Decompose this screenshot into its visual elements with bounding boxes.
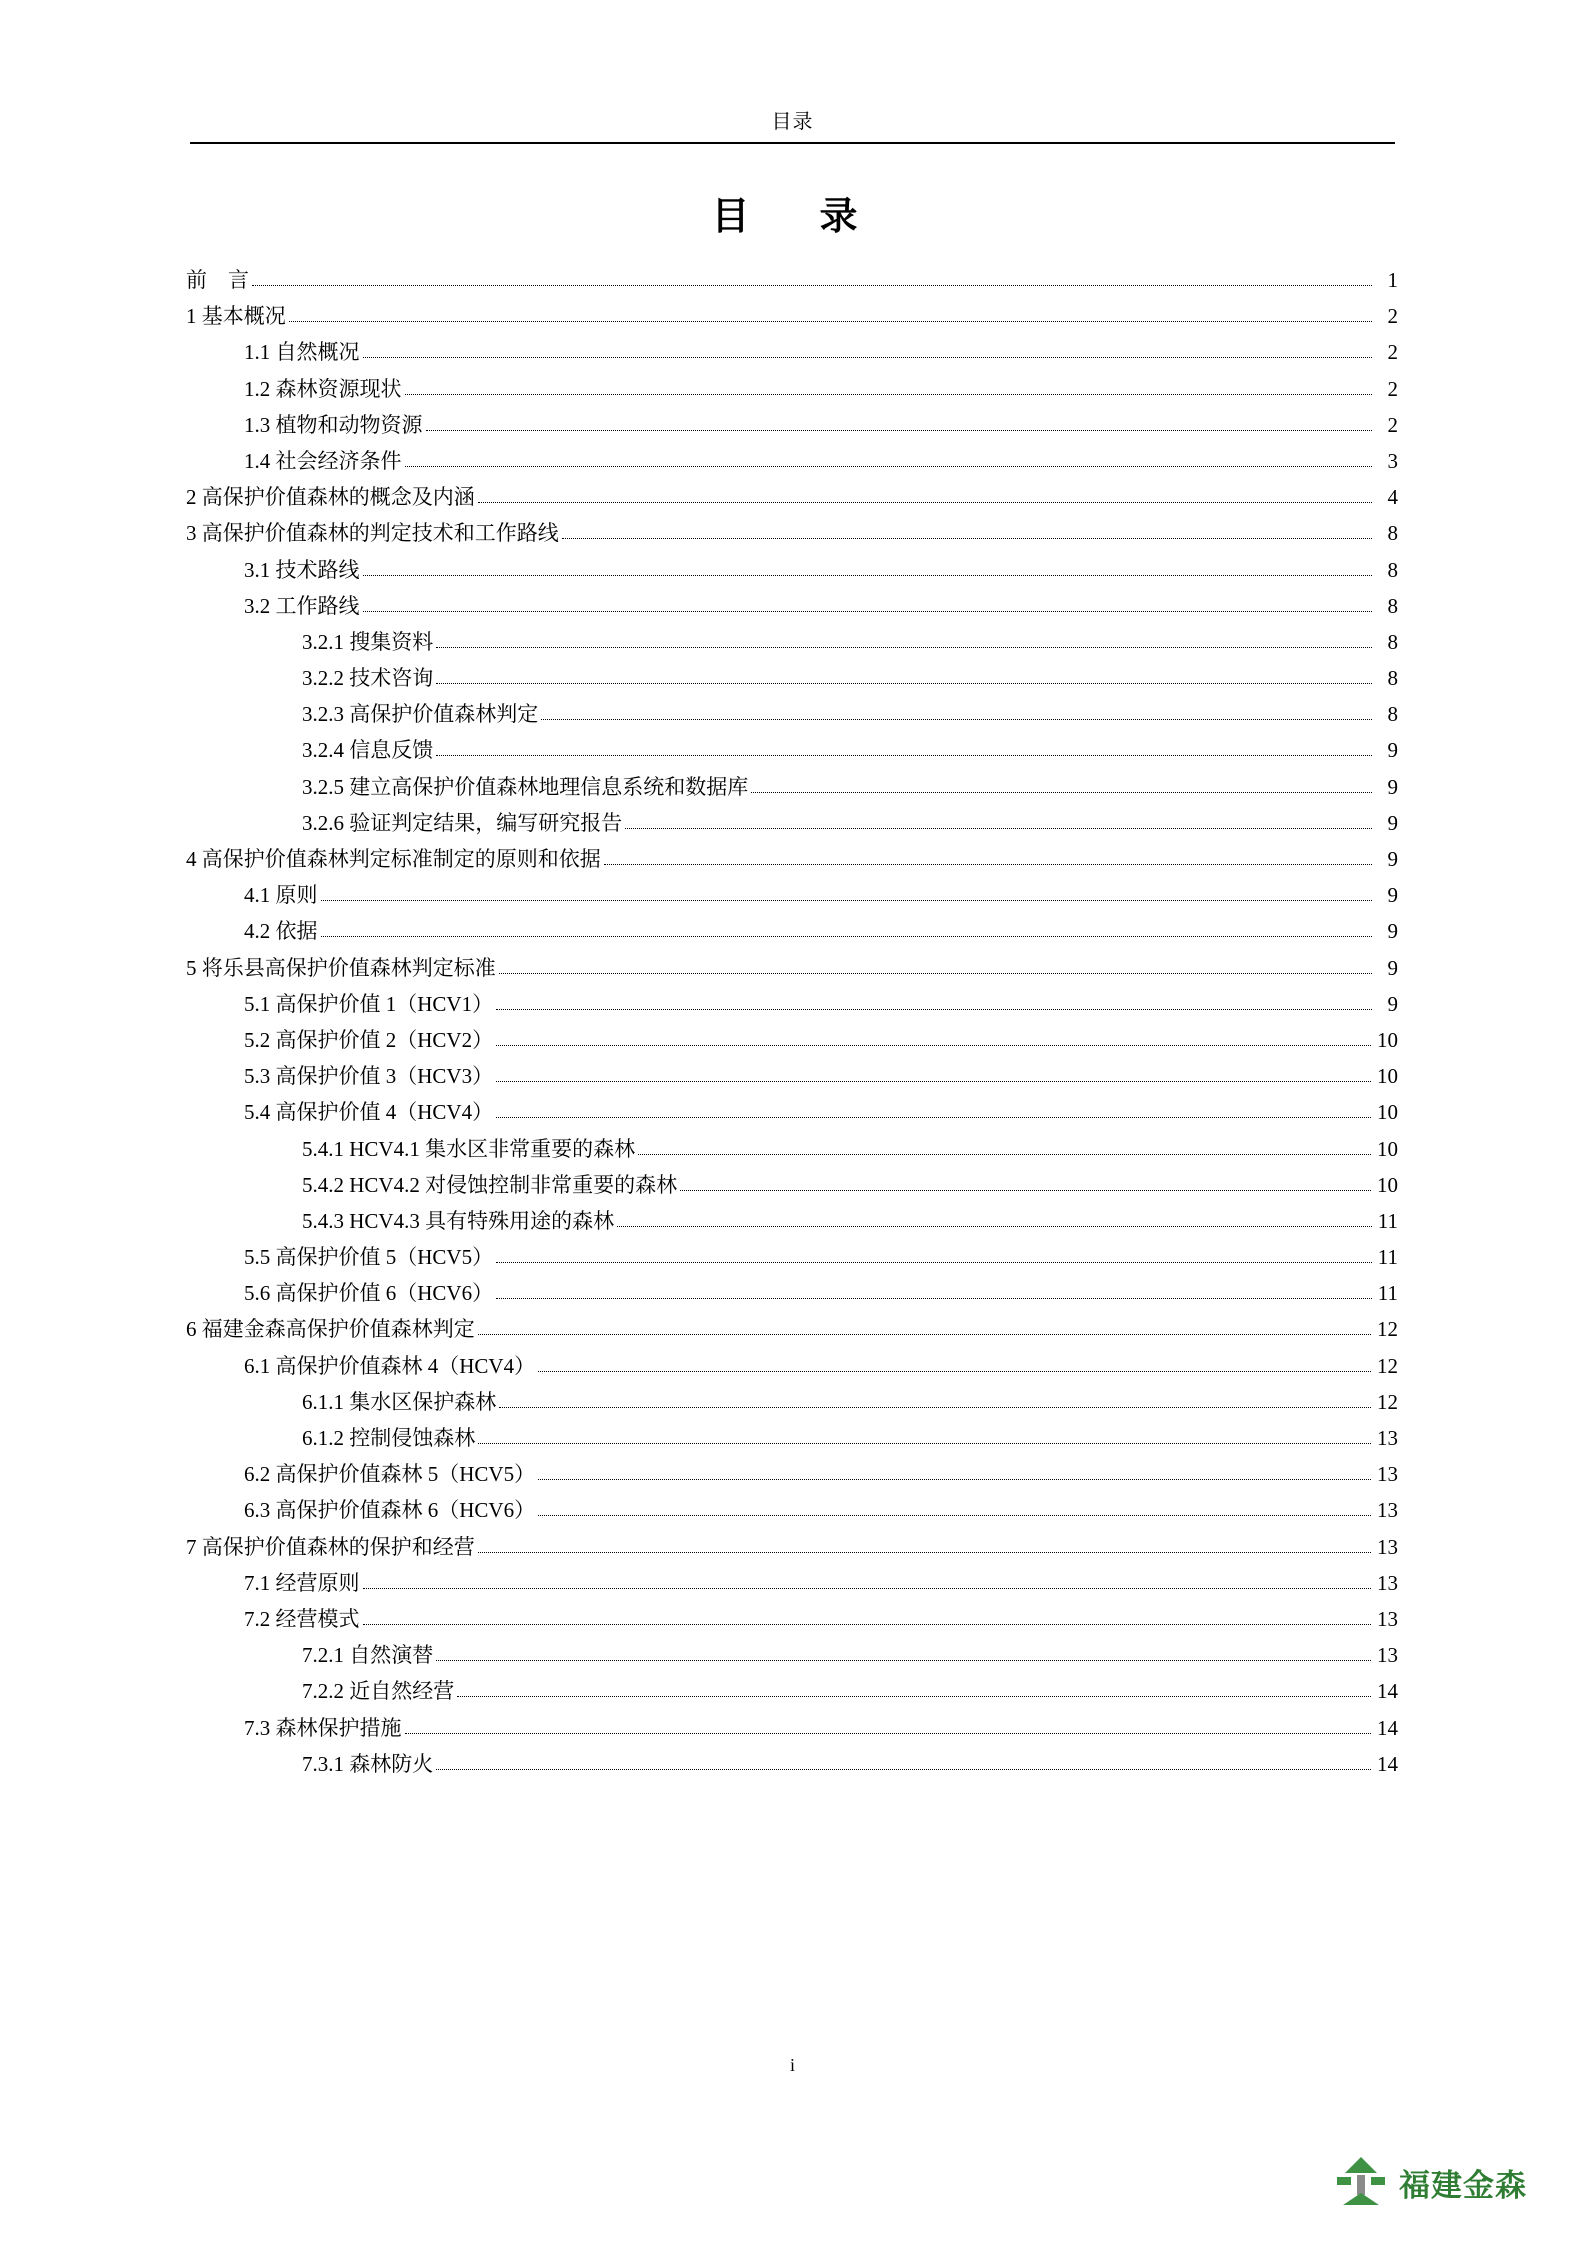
toc-entry-page: 10: [1377, 1100, 1398, 1125]
toc-entry[interactable]: [244, 412, 1398, 437]
toc-leader-dots: [321, 935, 1373, 937]
toc-entry-label: 6.2 高保护价值森林 5（HCV5）: [244, 1462, 536, 1487]
toc-entry-label: 1 基本概况: [186, 304, 286, 329]
toc-leader-dots: [436, 646, 1372, 648]
toc-entry-page: 14: [1377, 1751, 1398, 1776]
toc-entry-label: 5 将乐县高保护价值森林判定标准: [186, 955, 496, 980]
toc-entry-page: 2: [1387, 376, 1398, 401]
toc-entry[interactable]: [186, 955, 1398, 980]
toc-leader-dots: [496, 1116, 1371, 1118]
toc-entry-label: 3.2.6 验证判定结果，编写研究报告: [302, 810, 623, 835]
toc-entry-page: 8: [1387, 702, 1398, 727]
toc-leader-dots: [363, 574, 1373, 576]
toc-entry[interactable]: [244, 1027, 1398, 1052]
toc-entry-label: 6.1 高保护价值森林 4（HCV4）: [244, 1353, 536, 1378]
toc-entry-page: 13: [1377, 1462, 1398, 1487]
toc-entry-label: 前 言: [186, 268, 249, 292]
toc-entry[interactable]: [302, 810, 1398, 835]
toc-entry-label: 3.2.1 搜集资料: [302, 629, 434, 654]
toc-entry-page: 11: [1377, 1281, 1398, 1306]
toc-entry[interactable]: [244, 991, 1398, 1016]
toc-entry-label: 7.2 经营模式: [244, 1606, 360, 1631]
toc-entry-label: 4.2 依据: [244, 919, 318, 944]
toc-leader-dots: [604, 863, 1372, 865]
toc-entry-page: 8: [1387, 593, 1398, 618]
toc-entry[interactable]: [244, 1570, 1398, 1595]
toc-entry[interactable]: [186, 849, 1398, 870]
toc-entry-page: 1: [1387, 268, 1398, 292]
toc-entry-page: 12: [1377, 1389, 1398, 1414]
toc-entry-page: 10: [1377, 1136, 1398, 1161]
toc-entry-page: 11: [1377, 1208, 1398, 1233]
toc-entry-page: 8: [1387, 629, 1398, 654]
company-logo: [1333, 2155, 1527, 2209]
toc-entry-label: 3.2.4 信息反馈: [302, 738, 434, 763]
tree-logo-icon: [1333, 2155, 1389, 2209]
toc-leader-dots: [363, 610, 1373, 612]
toc-entry[interactable]: [302, 629, 1398, 654]
toc-entry-page: 2: [1387, 412, 1398, 437]
toc-entry[interactable]: [244, 593, 1398, 618]
toc-entry[interactable]: [244, 1283, 1398, 1304]
toc-leader-dots: [405, 465, 1373, 467]
toc-entry-label: 6.1.1 集水区保护森林: [302, 1389, 497, 1414]
toc-leader-dots: [363, 1587, 1372, 1589]
toc-entry-label: 3.1 技术路线: [244, 557, 360, 582]
toc-entry[interactable]: [186, 487, 1398, 508]
toc-entry-page: 10: [1377, 1027, 1398, 1052]
toc-entry[interactable]: [244, 376, 1398, 401]
toc-leader-dots: [436, 1768, 1371, 1770]
toc-leader-dots: [363, 1623, 1372, 1625]
toc-entry-page: 9: [1387, 883, 1398, 908]
toc-entry-label: 6 福建金森高保护价值森林判定: [186, 1317, 475, 1342]
toc-entry-page: 14: [1377, 1715, 1398, 1740]
toc-entry-page: 9: [1387, 955, 1398, 980]
toc-entry[interactable]: [244, 342, 1398, 363]
toc-entry-label: 5.2 高保护价值 2（HCV2）: [244, 1027, 494, 1052]
toc-leader-dots: [252, 284, 1372, 286]
toc-leader-dots: [496, 1297, 1372, 1299]
toc-entry-label: 1.1 自然概况: [244, 340, 360, 365]
toc-entry[interactable]: [244, 885, 1398, 906]
toc-leader-dots: [363, 356, 1373, 358]
toc-entry-page: 9: [1387, 774, 1398, 799]
toc-entry-label: 5.4 高保护价值 4（HCV4）: [244, 1100, 494, 1125]
toc-entry-label: 6.1.2 控制侵蚀森林: [302, 1426, 476, 1450]
toc-entry-page: 9: [1387, 991, 1398, 1016]
toc-entry-page: 3: [1387, 448, 1398, 473]
toc-entry-label: 5.1 高保护价值 1（HCV1）: [244, 991, 494, 1016]
toc-entry-label: 3.2.3 高保护价值森林判定: [302, 702, 539, 727]
toc-leader-dots: [478, 1442, 1371, 1444]
toc-leader-dots: [289, 320, 1372, 322]
toc-entry-label: 5.4.3 HCV4.3 具有特殊用途的森林: [302, 1208, 615, 1233]
toc-leader-dots: [478, 501, 1372, 503]
toc-leader-dots: [541, 718, 1372, 720]
toc-entry-label: 5.4.2 HCV4.2 对侵蚀控制非常重要的森林: [302, 1172, 678, 1197]
toc-leader-dots: [538, 1514, 1371, 1516]
toc-entry-page: 13: [1377, 1534, 1398, 1559]
toc-leader-dots: [405, 1732, 1372, 1734]
toc-entry[interactable]: [244, 921, 1398, 942]
toc-entry-page: 12: [1377, 1317, 1398, 1342]
toc-entry-label: 7.3.1 森林防火: [302, 1751, 434, 1776]
toc-entry-page: 10: [1377, 1172, 1398, 1197]
toc-leader-dots: [499, 972, 1372, 974]
toc-entry-label: 5.3 高保护价值 3（HCV3）: [244, 1064, 494, 1089]
company-name: 福建金森: [1399, 2167, 1527, 2203]
toc-entry-label: 7.2.1 自然演替: [302, 1643, 434, 1668]
toc-entry[interactable]: [302, 1428, 1398, 1449]
toc-leader-dots: [405, 393, 1373, 395]
toc-leader-dots: [538, 1478, 1371, 1480]
toc-entry-page: 13: [1377, 1498, 1398, 1523]
toc-leader-dots: [638, 1153, 1371, 1155]
toc-entry[interactable]: [302, 740, 1398, 761]
toc-entry[interactable]: [244, 1353, 1398, 1378]
toc-entry-label: 6.3 高保护价值森林 6（HCV6）: [244, 1498, 536, 1523]
toc-entry[interactable]: [186, 306, 1398, 327]
toc-entry-page: 8: [1387, 521, 1398, 546]
toc-entry-label: 2 高保护价值森林的概念及内涵: [186, 485, 475, 510]
toc-leader-dots: [321, 899, 1373, 901]
toc-entry[interactable]: [244, 1606, 1398, 1631]
toc-entry-label: 7 高保护价值森林的保护和经营: [186, 1534, 475, 1559]
toc-entry-page: 10: [1377, 1064, 1398, 1089]
toc-leader-dots: [499, 1406, 1371, 1408]
toc-entry-page: 2: [1387, 304, 1398, 329]
toc-entry-page: 13: [1377, 1426, 1398, 1450]
toc-entry[interactable]: [302, 1389, 1398, 1414]
toc-leader-dots: [436, 1659, 1371, 1661]
toc-entry-label: 4 高保护价值森林判定标准制定的原则和依据: [186, 847, 601, 871]
toc-entry-page: 9: [1387, 738, 1398, 763]
toc-entry[interactable]: [302, 1172, 1398, 1197]
toc-entry-label: 3.2.5 建立高保护价值森林地理信息系统和数据库: [302, 774, 749, 799]
toc-leader-dots: [436, 754, 1372, 756]
toc-entry[interactable]: [244, 1247, 1398, 1268]
toc-leader-dots: [751, 791, 1372, 793]
toc-leader-dots: [496, 1044, 1371, 1046]
toc-leader-dots: [680, 1189, 1371, 1191]
toc-leader-dots: [496, 1080, 1371, 1082]
toc-entry-page: 8: [1387, 666, 1398, 691]
toc-entry[interactable]: [302, 1645, 1398, 1666]
toc-entry[interactable]: [302, 1208, 1398, 1233]
toc-entry-label: 3.2.2 技术咨询: [302, 666, 434, 691]
toc-leader-dots: [478, 1551, 1371, 1553]
toc-entry-label: 5.5 高保护价值 5（HCV5）: [244, 1245, 494, 1270]
toc-entry-page: 4: [1387, 485, 1398, 510]
toc-entry-label: 7.1 经营原则: [244, 1570, 360, 1595]
header-divider: [190, 142, 1395, 144]
toc-entry-label: 3.2 工作路线: [244, 593, 360, 618]
toc-entry-page: 13: [1377, 1570, 1398, 1595]
toc-entry[interactable]: [186, 1534, 1398, 1559]
toc-leader-dots: [426, 429, 1373, 431]
toc-entry[interactable]: [244, 1500, 1398, 1521]
toc-entry[interactable]: [244, 1066, 1398, 1087]
toc-leader-dots: [625, 827, 1372, 829]
toc-entry-page: 14: [1377, 1679, 1398, 1704]
toc-leader-dots: [496, 1261, 1372, 1263]
toc-entry[interactable]: [186, 270, 1398, 291]
running-header: 目录: [771, 111, 814, 133]
toc-entry-page: 9: [1387, 810, 1398, 835]
toc-entry-label: 5.4.1 HCV4.1 集水区非常重要的森林: [302, 1136, 636, 1161]
toc-entry-label: 1.3 植物和动物资源: [244, 412, 423, 437]
toc-entry-label: 1.4 社会经济条件: [244, 448, 402, 473]
toc-entry-label: 7.2.2 近自然经营: [302, 1679, 455, 1704]
toc-leader-dots: [617, 1225, 1372, 1227]
toc-entry-page: 9: [1387, 847, 1398, 871]
toc-entry[interactable]: [302, 774, 1398, 799]
page-number: i: [789, 2055, 795, 2075]
toc-entry[interactable]: [186, 1319, 1398, 1340]
toc-leader-dots: [538, 1370, 1371, 1372]
toc-entry-label: 1.2 森林资源现状: [244, 376, 402, 401]
toc-leader-dots: [496, 1008, 1372, 1010]
toc-entry[interactable]: [244, 448, 1398, 473]
toc-entry[interactable]: [244, 1715, 1398, 1740]
page-title: 目 录: [711, 196, 874, 238]
toc-leader-dots: [562, 537, 1372, 539]
toc-entry[interactable]: [302, 1136, 1398, 1161]
toc-entry-page: 13: [1377, 1643, 1398, 1668]
toc-entry[interactable]: [244, 1102, 1398, 1123]
toc-entry-page: 2: [1387, 340, 1398, 365]
toc-entry[interactable]: [302, 704, 1398, 725]
toc-entry[interactable]: [244, 1464, 1398, 1485]
toc-leader-dots: [457, 1695, 1371, 1697]
toc-entry[interactable]: [186, 523, 1398, 544]
toc-leader-dots: [436, 682, 1372, 684]
toc-leader-dots: [478, 1333, 1371, 1335]
toc-entry[interactable]: [302, 1681, 1398, 1702]
toc-entry-page: 13: [1377, 1606, 1398, 1631]
table-of-contents: [186, 270, 1398, 1790]
toc-entry-label: 3 高保护价值森林的判定技术和工作路线: [186, 521, 559, 546]
toc-entry-page: 11: [1377, 1245, 1398, 1270]
toc-entry[interactable]: [302, 668, 1398, 689]
toc-entry-page: 9: [1387, 919, 1398, 944]
toc-entry-label: 4.1 原则: [244, 883, 318, 908]
toc-entry-label: 5.6 高保护价值 6（HCV6）: [244, 1281, 494, 1306]
toc-entry[interactable]: [244, 557, 1398, 582]
toc-entry-label: 7.3 森林保护措施: [244, 1715, 402, 1740]
toc-entry-page: 12: [1377, 1353, 1398, 1378]
toc-entry-page: 8: [1387, 557, 1398, 582]
toc-entry[interactable]: [302, 1751, 1398, 1776]
